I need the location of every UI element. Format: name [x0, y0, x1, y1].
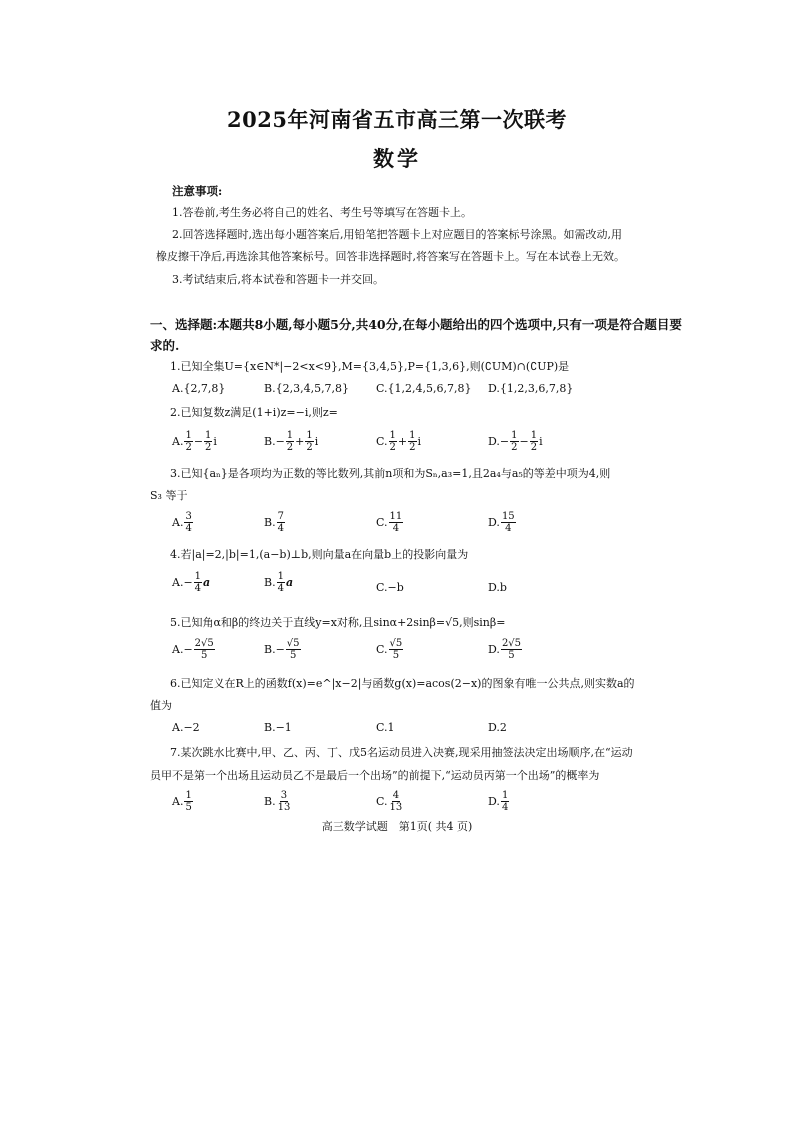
question-5-stem: 5.已知角α和β的终边关于直线y=x对称,且sinα+2sinβ=√5,则sinβ=: [170, 616, 506, 629]
question-6-stem-cont: 值为: [150, 699, 172, 712]
notice-item: 3.考试结束后,将本试卷和答题卡一并交回。: [172, 273, 384, 286]
q1-option-c: C.{1,2,4,5,6,7,8}: [376, 382, 472, 395]
q7-option-a: A. $\frac{1}{5}$: [172, 790, 192, 813]
notice-item: 2.回答选择题时,选出每小题答案后,用铅笔把答题卡上对应题目的答案标号涂黑。如需改动,用: [172, 228, 622, 241]
exam-title: 2025年河南省五市高三第一次联考: [227, 107, 567, 132]
question-3-stem: 3.已知{aₙ}是各项均为正数的等比数列,其前n项和为Sₙ,a₃=1,且2a₄与a₅的等差中项为4,则: [170, 467, 611, 480]
q4-option-b: B. $\frac{1}{4}$ a: [264, 571, 294, 594]
q5-option-c: C. $\frac{√5}{5}$: [376, 638, 403, 661]
q6-option-d: D.2: [488, 721, 507, 734]
q6-option-a: A.−2: [172, 721, 200, 734]
q2-option-c: C. $\frac{1}{2}$ + $\frac{1}{2}$ i: [376, 430, 422, 453]
q1-option-a: A.{2,7,8}: [172, 382, 226, 395]
q3-option-d: D. $\frac{15}{4}$: [488, 511, 515, 534]
q5-option-d: D. $\frac{2√5}{5}$: [488, 638, 522, 661]
q6-option-b: B.−1: [264, 721, 292, 734]
question-7-stem: 7.某次跳水比赛中,甲、乙、丙、丁、戊5名运动员进入决赛,现采用抽签法决定出场顺序,在“运动: [170, 746, 633, 759]
q7-option-d: D. $\frac{1}{4}$: [488, 790, 509, 813]
question-6-stem: 6.已知定义在R上的函数f(x)=e^|x−2|与函数g(x)=acos(2−x)的图象有唯一公共点,则实数a的: [170, 677, 635, 690]
question-7-stem-cont: 员甲不是第一个出场且运动员乙不是最后一个出场”的前提下,“运动员丙第一个出场”的概率为: [150, 769, 600, 782]
q4-option-c: C.−b: [376, 581, 404, 594]
notice-item: 1.答卷前,考生务必将自己的姓名、考生号等填写在答题卡上。: [172, 206, 472, 219]
notice-heading: 注意事项:: [172, 184, 223, 198]
page-footer: 高三数学试题 第1页( 共4 页): [321, 820, 473, 833]
q3-option-a: A. $\frac{3}{4}$: [172, 511, 192, 534]
q5-option-b: B.− $\frac{√5}{5}$: [264, 638, 300, 661]
q6-option-c: C.1: [376, 721, 395, 734]
q1-option-d: D.{1,2,3,6,7,8}: [488, 382, 574, 395]
q2-option-d: D.− $\frac{1}{2}$ − $\frac{1}{2}$ i: [488, 430, 543, 453]
notice-item: 橡皮擦干净后,再选涂其他答案标号。回答非选择题时,将答案写在答题卡上。写在本试卷上无效。: [156, 250, 625, 263]
q3-option-c: C. $\frac{11}{4}$: [376, 511, 403, 534]
q2-option-a: A. $\frac{1}{2}$ − $\frac{1}{2}$ i: [172, 430, 217, 453]
section-heading: 一、选择题:本题共8小题,每小题5分,共40分,在每小题给出的四个选项中,只有一项是符合题目要: [150, 317, 682, 332]
q2-option-b: B.− $\frac{1}{2}$ + $\frac{1}{2}$ i: [264, 430, 319, 453]
q1-option-b: B.{2,3,4,5,7,8}: [264, 382, 350, 395]
question-3-stem-cont: S₃ 等于: [150, 489, 188, 502]
section-heading-cont: 求的.: [150, 338, 180, 353]
question-2-stem: 2.已知复数z满足(1+i)z=−i,则z=: [170, 406, 338, 419]
question-4-stem: 4.若|a|=2,|b|=1,(a−b)⊥b,则向量a在向量b上的投影向量为: [170, 548, 469, 561]
q3-option-b: B. $\frac{7}{4}$: [264, 511, 284, 534]
question-1-stem: 1.已知全集U={x∈N*|−2<x<9},M={3,4,5},P={1,3,6},则(∁UM)∩(∁UP)是: [170, 360, 570, 373]
q7-option-b: B. $\frac{3}{13}$: [264, 790, 291, 813]
q5-option-a: A.− $\frac{2√5}{5}$: [172, 638, 214, 661]
subject-title: 数学: [373, 146, 421, 171]
q4-option-d: D.b: [488, 581, 507, 594]
q4-option-a: A.− $\frac{1}{4}$ a: [172, 571, 211, 594]
q7-option-c: C. $\frac{4}{13}$: [376, 790, 403, 813]
